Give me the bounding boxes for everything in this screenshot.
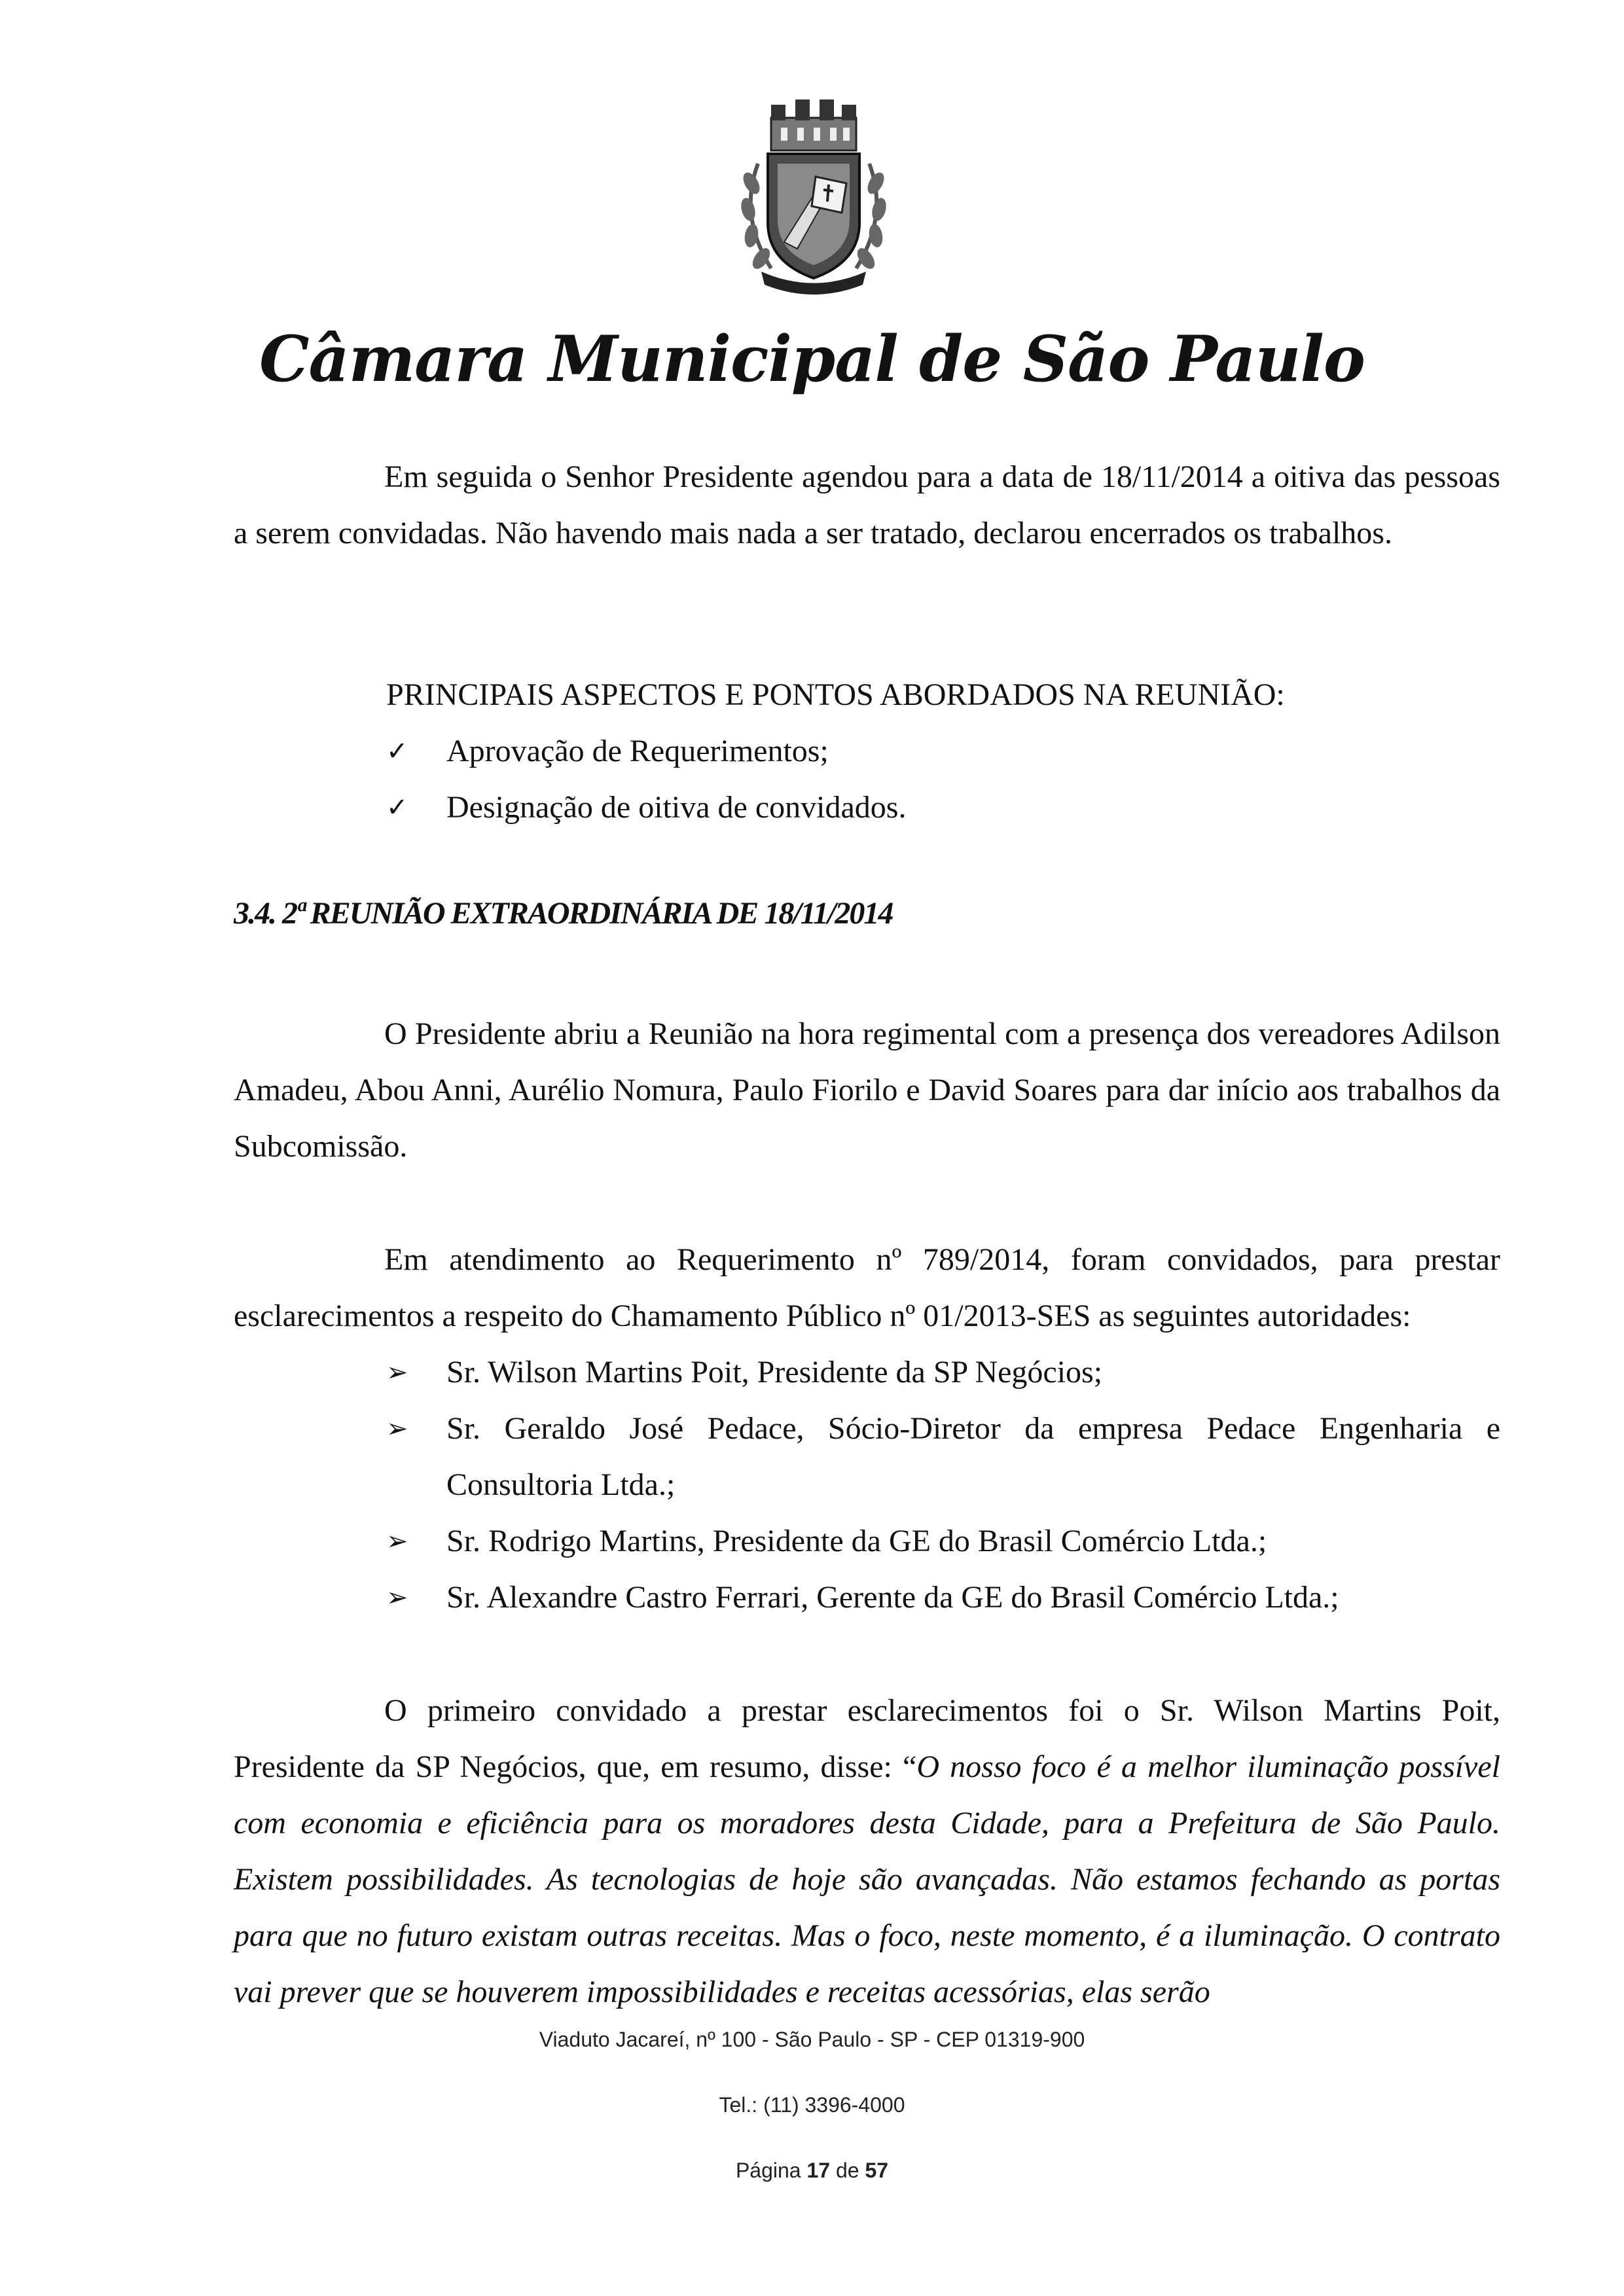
testimony-quote: O nosso foco é a melhor iluminação possível com economia e eficiência para os moradores desta Cidade, para a Prefeitura de São Paulo. Existem possibilidades. As tecnologias de hoje são avançadas. Não estamos fechando as portas para que no futuro existam outras receitas. Mas o foco, neste momento, é a iluminação. O contrato vai prever que se houverem impossibilidades e receitas acessórias, elas serão [234,1749,1500,2009]
page-number: Página 17 de 57 [735,2159,889,2182]
paragraph-testimony [234,1683,1500,2020]
aspects-list [386,723,1500,836]
list-item: ➢ Sr. Rodrigo Martins, Presidente da GE do Brasil Comércio Ltda.; [386,1513,1500,1570]
footer-phone: Tel.: (11) 3396-4000 [719,2093,905,2117]
invitees-list [386,1344,1500,1626]
testimony-intro: O primeiro convidado a prestar esclarecimentos foi o Sr. Wilson Martins Poit, Presidente da SP Negócios, que, em resumo, disse: “ [234,1693,1500,1784]
paragraph-invitation: Em atendimento ao Requerimento nº 789/2014, foram convidados, para prestar esclarecimentos a respeito do Chamamento Público nº 01/2013-SES as seguintes autoridades: [234,1242,1500,1333]
checkmark-icon: ✓ [386,793,408,823]
checkmark-icon: ✓ [386,736,408,766]
footer-address: Viaduto Jacareí, nº 100 - São Paulo - SP - CEP 01319-900 [539,2028,1085,2051]
arrow-bullet-icon: ➢ [386,1583,408,1613]
section-title: 3.4. 2ª REUNIÃO EXTRAORDINÁRIA DE 18/11/2014 [234,896,893,931]
list-item: ✓ Designação de oitiva de convidados. [386,780,1500,836]
arrow-bullet-icon: ➢ [386,1357,408,1388]
arrow-bullet-icon: ➢ [386,1526,408,1556]
list-item: ➢ Sr. Alexandre Castro Ferrari, Gerente da GE do Brasil Comércio Ltda.; [386,1570,1500,1626]
paragraph-opening: O Presidente abriu a Reunião na hora regimental com a presença dos vereadores Adilson Amadeu, Abou Anni, Aurélio Nomura, Paulo Fiorilo e David Soares para dar início aos trabalhos da Subcomissão. [234,1016,1500,1164]
list-item: ➢ Sr. Geraldo José Pedace, Sócio-Diretor da empresa Pedace Engenharia e Consultoria Ltda.; [386,1401,1500,1513]
list-item: ➢ Sr. Wilson Martins Poit, Presidente da SP Negócios; [386,1344,1500,1401]
arrow-bullet-icon: ➢ [386,1414,408,1444]
coat-of-arms-icon [732,92,895,301]
list-item: ✓ Aprovação de Requerimentos; [386,723,1500,780]
institution-title: Câmara Municipal de São Paulo [259,322,1365,396]
paragraph-closing: Em seguida o Senhor Presidente agendou para a data de 18/11/2014 a oitiva das pessoas a serem convidadas. Não havendo mais nada a ser tratado, declarou encerrados os trabalhos. [234,459,1500,550]
aspects-heading: PRINCIPAIS ASPECTOS E PONTOS ABORDADOS NA REUNIÃO: [386,677,1285,712]
